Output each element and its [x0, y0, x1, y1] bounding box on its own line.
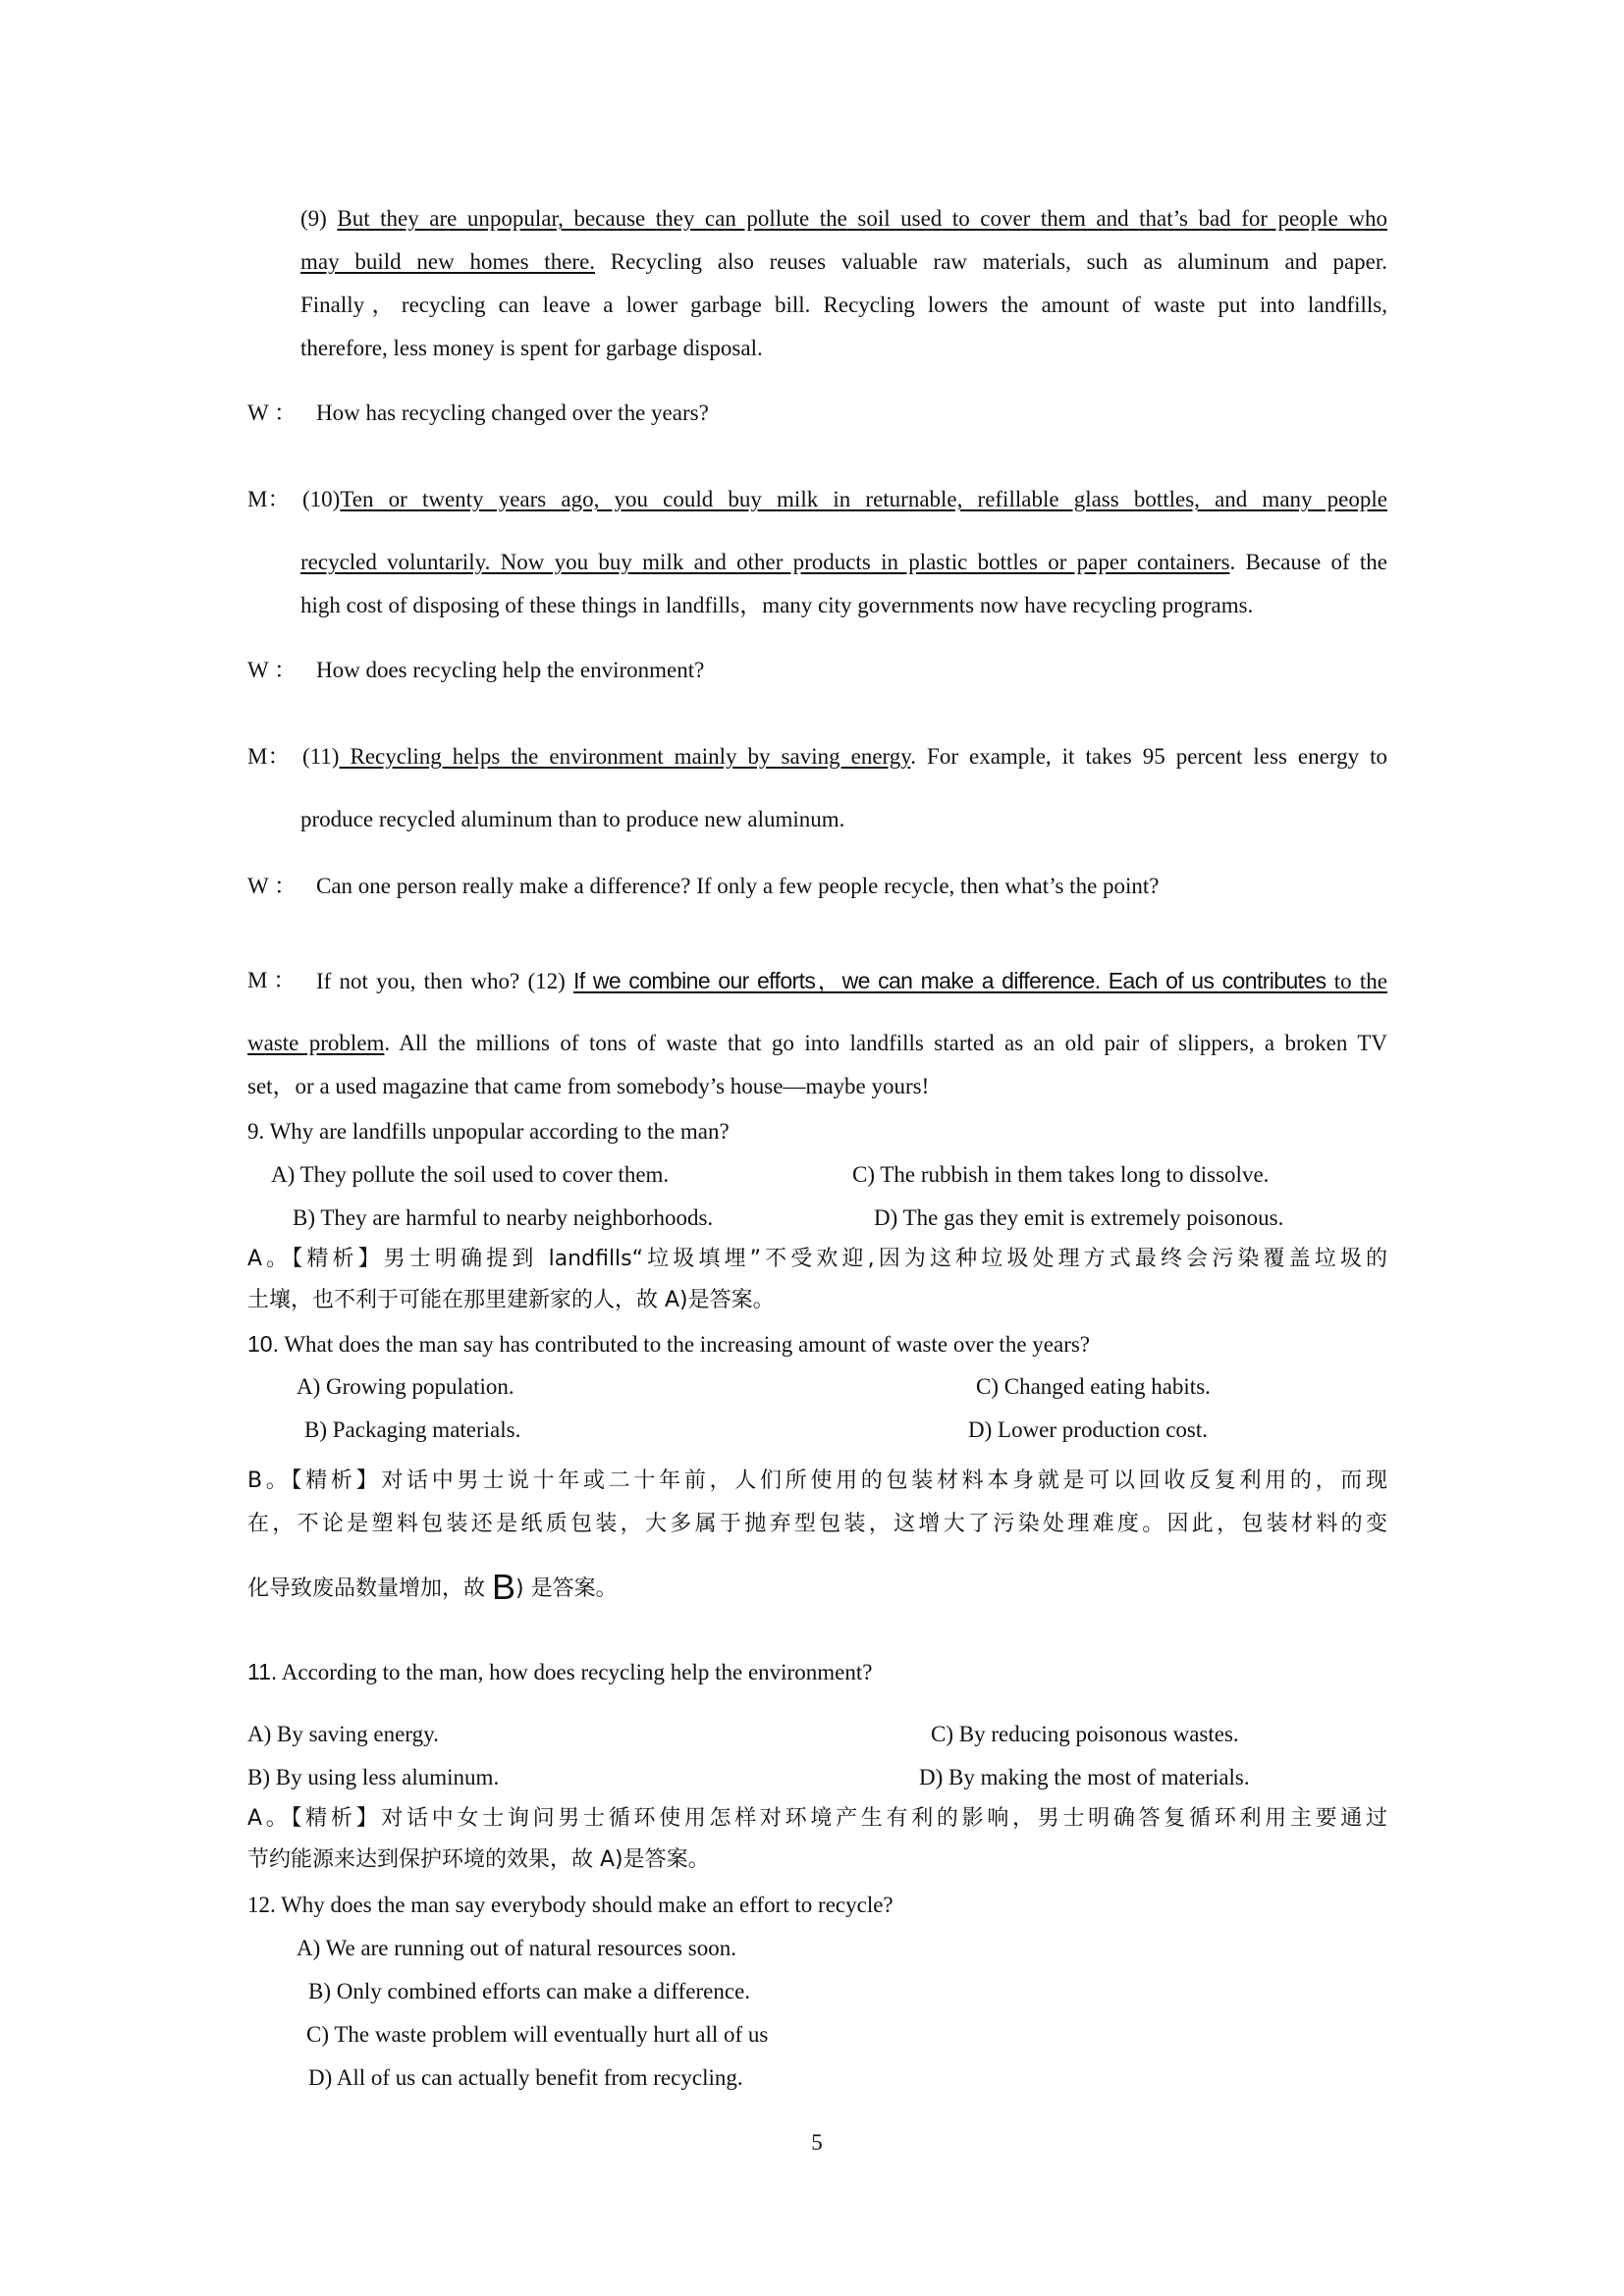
underlined-answer: Recycling helps the environment mainly by saving energy: [339, 744, 911, 769]
option-b: B) They are harmful to nearby neighborhoods.: [293, 1205, 714, 1230]
option-c: C) Changed eating habits.: [976, 1374, 1211, 1399]
option-d: D) All of us can actually benefit from recycling.: [308, 2065, 743, 2090]
option-b: B) By using less aluminum.: [247, 1765, 500, 1789]
dialog-line: waste problem. All the millions of tons of waste that go into landfills started as an old pair of slippers, a broken TV: [247, 1031, 1387, 1055]
option-a: A) By saving energy.: [247, 1722, 439, 1746]
paragraph-line: therefore, less money is spent for garbage disposal.: [300, 336, 763, 360]
underlined-answer: waste problem: [247, 1031, 385, 1055]
question-10: 10. What does the man say has contributed to the increasing amount of waste over the years?: [247, 1331, 1091, 1357]
option-d: D) The gas they emit is extremely poisonous.: [874, 1205, 1284, 1230]
dialog-line: If not you, then who? (12) If we combine our efforts，we can make a difference. Each of us contributes to the: [316, 968, 1387, 993]
paragraph-line: may build new homes there. Recycling also reuses valuable raw materials, such as aluminum and paper.: [300, 249, 1387, 274]
underlined-answer: If we combine our efforts，we can make a difference. Each of us contributes: [573, 968, 1326, 993]
dialog-line: produce recycled aluminum than to produce new aluminum.: [300, 807, 845, 831]
analysis-line: 化导致废品数量增加，故 B) 是答案。: [247, 1567, 618, 1607]
option-c: C) By reducing poisonous wastes.: [931, 1722, 1239, 1746]
dialog-line: high cost of disposing of these things in landfills，many city governments now have recycling programs.: [300, 593, 1254, 617]
answer-letter: B: [492, 1567, 516, 1607]
question-11: 11. According to the man, how does recycling help the environment?: [247, 1659, 873, 1684]
paragraph-line: Finally，recycling can leave a lower garbage bill. Recycling lowers the amount of waste put into landfills,: [300, 293, 1387, 317]
speaker-m: M：: [247, 744, 291, 769]
option-c: C) The rubbish in them takes long to dissolve.: [852, 1162, 1270, 1187]
analysis-line: B。【精析】对话中男士说十年或二十年前，人们所使用的包装材料本身就是可以回收反复利用的，而现: [247, 1468, 1387, 1493]
speaker-m: M：: [247, 487, 291, 511]
analysis-line: 在，不论是塑料包装还是纸质包装，大多属于抛弃型包装，这增大了污染处理难度。因此，包装材料的变: [247, 1512, 1387, 1536]
option-c: C) The waste problem will eventually hurt all of us: [306, 2022, 769, 2047]
option-a: A) Growing population.: [297, 1374, 514, 1399]
page-number: 5: [811, 2130, 823, 2155]
analysis-line: A。【精析】对话中女士询问男士循环使用怎样对环境产生有利的影响，男士明确答复循环利用主要通过: [247, 1806, 1387, 1831]
underlined-answer: Ten or twenty years ago, you could buy milk in returnable, refillable glass bottles, and many people: [340, 487, 1387, 511]
option-a: A) We are running out of natural resources soon.: [297, 1936, 737, 1960]
underlined-answer: may build new homes there.: [300, 249, 596, 274]
analysis-line: 土壤，也不利于可能在那里建新家的人，故 A)是答案。: [247, 1288, 775, 1312]
speaker-w: W ：: [247, 874, 298, 898]
speaker-w: W ：: [247, 400, 298, 425]
dialog-line: (11) Recycling helps the environment mainly by saving energy. For example, it takes 95 percent less energy to: [302, 744, 1387, 769]
option-b: B) Packaging materials.: [304, 1417, 521, 1442]
question-12: 12. Why does the man say everybody should make an effort to recycle?: [247, 1893, 893, 1917]
dialog-line: Can one person really make a difference? If only a few people recycle, then what’s the point?: [316, 874, 1160, 898]
underlined-answer: recycled voluntarily. Now you buy milk and other products in plastic bottles or paper containers: [300, 550, 1230, 574]
analysis-line: A。【精析】男士明确提到 landfills“垃圾填埋”不受欢迎,因为这种垃圾处理方式最终会污染覆盖垃圾的: [247, 1247, 1387, 1271]
option-d: D) By making the most of materials.: [919, 1765, 1250, 1789]
option-b: B) Only combined efforts can make a difference.: [308, 1979, 751, 2003]
speaker-m: M ：: [247, 968, 297, 992]
speaker-w: W ：: [247, 658, 298, 682]
analysis-line: 节约能源来达到保护环境的效果，故 A)是答案。: [247, 1847, 710, 1872]
dialog-line: (10)Ten or twenty years ago, you could buy milk in returnable, refillable glass bottles, and many people: [302, 487, 1387, 511]
dialog-line: recycled voluntarily. Now you buy milk and other products in plastic bottles or paper containers. Because of the: [300, 550, 1387, 574]
option-d: D) Lower production cost.: [968, 1417, 1208, 1442]
dialog-line: set，or a used magazine that came from somebody’s house—maybe yours!: [247, 1074, 930, 1098]
paragraph-line: (9) But they are unpopular, because they can pollute the soil used to cover them and that’s bad for people who: [300, 206, 1387, 231]
dialog-line: How has recycling changed over the years?: [316, 400, 709, 425]
question-9: 9. Why are landfills unpopular according to the man?: [247, 1119, 730, 1144]
dialog-line: How does recycling help the environment?: [316, 658, 705, 682]
option-a: A) They pollute the soil used to cover them.: [271, 1162, 670, 1187]
underlined-answer: But they are unpopular, because they can pollute the soil used to cover them and that’s bad for people who: [337, 206, 1387, 231]
